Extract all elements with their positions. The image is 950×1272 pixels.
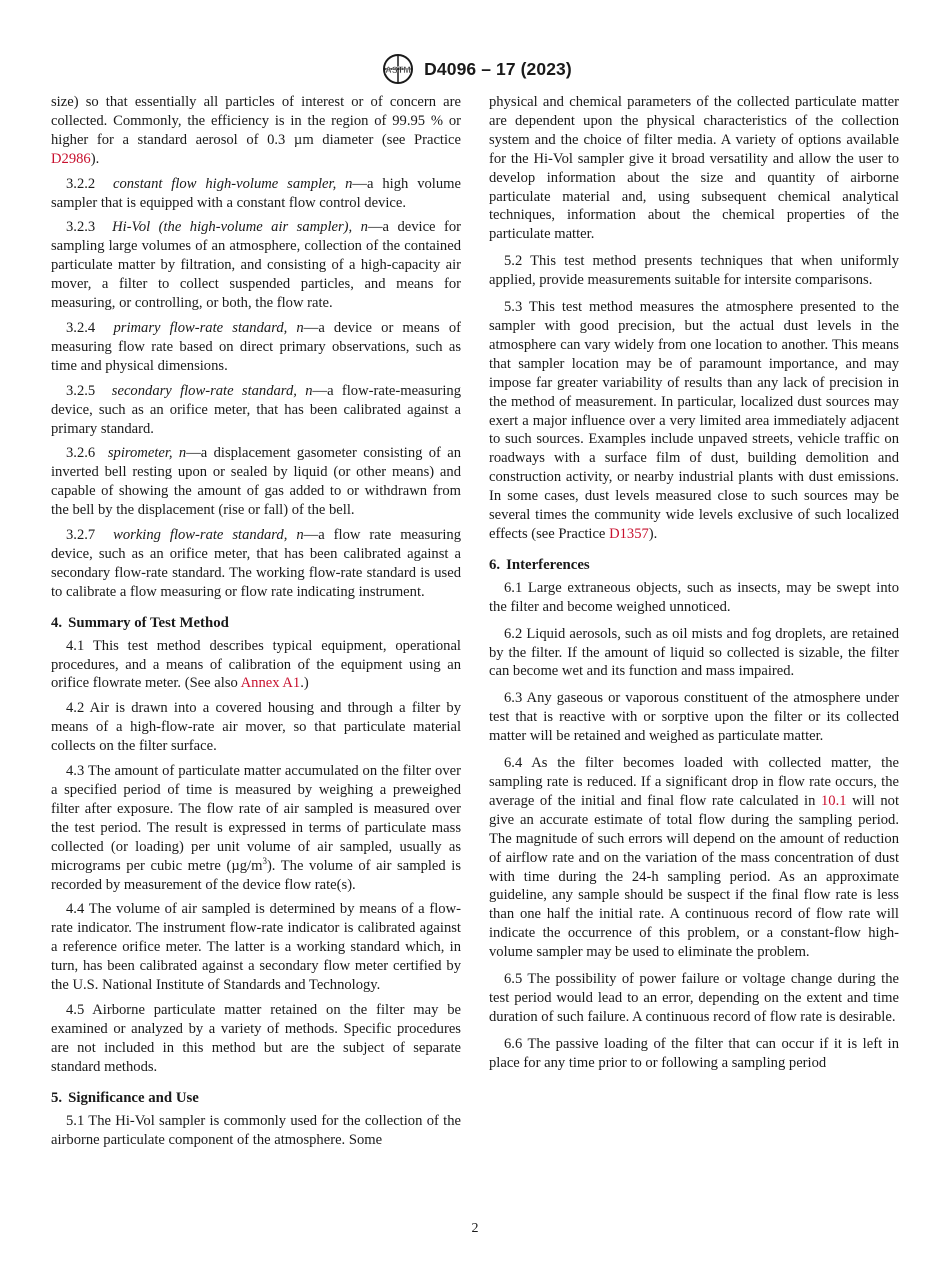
paragraph-5-1: 5.1 The Hi-Vol sampler is commonly used for the collection of the airborne particulate component of the atmosphere. Some: [51, 1112, 461, 1148]
paragraph-5-2: 5.2 This test method presents techniques that when uniformly applied, provide measurements suitable for intersite comparisons.: [489, 253, 899, 289]
definition-term: secondary flow-rate standard, n: [111, 382, 313, 399]
definition-term: spirometer, n: [107, 445, 187, 462]
paragraph-5-3: 5.3 This test method measures the atmosphere presented to the sampler with good precision, but the actual dust levels in the atmosphere can vary widely from one location to another. This means that sampler location may be of paramount importance, and may impose far greater variability of results than any lack of precision in the method of measurement. In particular, localized dust sources may exert a major influence over a very limited area immediately adjacent to such sources. Examples include unpaved streets, vehicle traffic on roadways with a surface film of dust, building demolition and construction activity, or nearby industrial plants with dust emissions. In some cases, dust levels measured close to such sources may be several times the community wide levels exclusive of such localized effects (see Practice D1357).: [489, 299, 899, 542]
paragraph-4-4: 4.4 The volume of air sampled is determined by means of a flow-rate indicator. The instrument flow-rate indicator is calibrated against a reference orifice meter. The latter is a working standard which, in turn, has been calibrated against a secondary flow meter certified by the U.S. National Institute of Standards and Technology.: [51, 901, 461, 994]
ref-link-annex-a1[interactable]: Annex A1: [240, 675, 301, 692]
section-6-heading: 6. Interferences: [489, 556, 590, 573]
paragraph-4-2: 4.2 Air is drawn into a covered housing and through a filter by means of a high-flow-rate air mover, so that particulate material collects on the filter surface.: [51, 700, 461, 755]
definition-term: primary flow-rate standard, n: [113, 319, 304, 336]
definition-term: Hi-Vol (the high-volume air sampler), n: [112, 219, 368, 236]
definition-3-2-6: 3.2.6 spirometer, n—a displacement gasometer consisting of an inverted bell resting upon or sealed by liquid (or other means) and capable of showing the amount of gas added to or withdrawn from the bell by the displacement (rise or fall) of the bell.: [51, 445, 461, 519]
paragraph-6-5: 6.5 The possibility of power failure or voltage change during the test period would lead to an error, depending on the extent and time duration of such failure. A continuous record of flow rate is desirable.: [489, 971, 899, 1025]
ref-link-d1357[interactable]: D1357: [609, 525, 649, 542]
page-header: [0, 52, 950, 86]
definition-3-2-5: 3.2.5 secondary flow-rate standard, n—a flow-rate-measuring device, such as an orifice meter, that has been calibrated against a primary standard.: [51, 382, 462, 437]
page-number: 2: [471, 1221, 479, 1236]
definition-term: working flow-rate standard, n: [113, 527, 304, 544]
definition-3-2-3: 3.2.3 Hi-Vol (the high-volume air sampler), n—a device for sampling large volumes of an atmosphere, collection of the contained particulate matter by filtration, and consisting of a high-capacity air mover, a filter to collect suspended particles, and means for measuring, or controlling, or both, the flow rate.: [51, 219, 462, 312]
paragraph-6-4: 6.4 As the filter becomes loaded with collected matter, the sampling rate is reduced. If a significant drop in flow rate occurs, the average of the initial and final flow rate calculated in 10.1 will not give an accurate estimate of total flow during the sampling period. The magnitude of such errors will depend on the amount of reduction of airflow rate and on the variation of the mass concentration of dust with time during the 24-h sampling period. As an approximate guideline, any sample should be suspect if the final flow rate is less than one half the initial rate. A continuous record of flow rate will indicate the occurrence of this problem, or a constant-flow high-volume sampler may be used to eliminate the problem.: [489, 755, 899, 961]
definition-term: constant flow high-volume sampler, n: [112, 175, 353, 192]
paragraph-4-3: 4.3 The amount of particulate matter accumulated on the filter over a specified period of time is measured by weighing a preweighed filter after exposure. The flow rate of air sampled is measured over the test period. The result is expressed in terms of particulate mass collected (or loading) per unit volume of air sampled, usually as micrograms per cubic metre $(\mu g/m^3)$. The volume of air sampled is recorded by measurement of the device flow rate(s).: [51, 763, 462, 893]
definition-3-2-2: 3.2.2 constant flow high-volume sampler, n—a high volume sampler that is equipped with a constant flow control device.: [51, 175, 461, 211]
definition-3-2-4: 3.2.4 primary flow-rate standard, n—a device or means of measuring flow rate based on direct primary observations, such as time and physical dimensions.: [51, 319, 462, 374]
paragraph-6-6: 6.6 The passive loading of the filter that can occur if it is left in place for any time prior to or following a sampling period: [489, 1035, 899, 1071]
astm-logo-icon: [378, 52, 418, 86]
left-column: [51, 93, 461, 1149]
paragraph-continued: size) so that essentially all particles of interest or of concern are collected. Commonly, the efficiency is in the region of 99.95 % or higher for a standard aerosol of 0.3 µm diameter (see Practice D2986).: [51, 94, 461, 167]
logo-text: ASTM: [385, 65, 411, 75]
paragraph-6-3: 6.3 Any gaseous or vaporous constituent of the atmosphere under test that is reactive with or sorptive upon the filter or its collected matter will be retained and weighed as particulate matter.: [489, 690, 899, 745]
document-id: D4096 – 17 (2023): [424, 58, 572, 79]
right-column: [489, 93, 899, 1073]
ref-link-d2986[interactable]: D2986: [51, 150, 91, 167]
ref-link-10-1[interactable]: 10.1: [820, 792, 847, 809]
paragraph-5-1-continued: physical and chemical parameters of the collected particulate matter are dependent upon the physical characteristics of the collection system and the choice of filter media. A variety of options available for the Hi-Vol sampler give it broad versatility and allow the user to develop information about the size and quantity of airborne particulate material and, using subsequent chemical analytical techniques, information about the chemical properties of the particulate matter.: [489, 94, 899, 243]
paragraph-4-5: 4.5 Airborne particulate matter retained on the filter may be examined or analyzed by a variety of methods. Specific procedures are not included in this method but are the subject of separate standard methods.: [51, 1001, 461, 1075]
paragraph-6-1: 6.1 Large extraneous objects, such as insects, may be swept into the filter and become weighed unnoticed.: [489, 579, 899, 615]
section-4-heading: 4. Summary of Test Method: [51, 614, 229, 631]
paragraph-6-2: 6.2 Liquid aerosols, such as oil mists and fog droplets, are retained by the filter. If the amount of liquid so collected is sizable, the filter can become wet and its function and mass impaired.: [489, 625, 899, 680]
definition-3-2-7: 3.2.7 working flow-rate standard, n—a flow rate measuring device, such as an orifice meter, that has been calibrated against a secondary flow-rate standard. The working flow-rate standard is used to calibrate a flow measuring or flow rate indicating instrument.: [51, 527, 461, 600]
section-5-heading: 5. Significance and Use: [51, 1089, 199, 1106]
paragraph-4-1: 4.1 This test method describes typical equipment, operational procedures, and a means of calibration of the equipment using an orifice flowrate meter. (See also Annex A1.): [51, 637, 461, 692]
